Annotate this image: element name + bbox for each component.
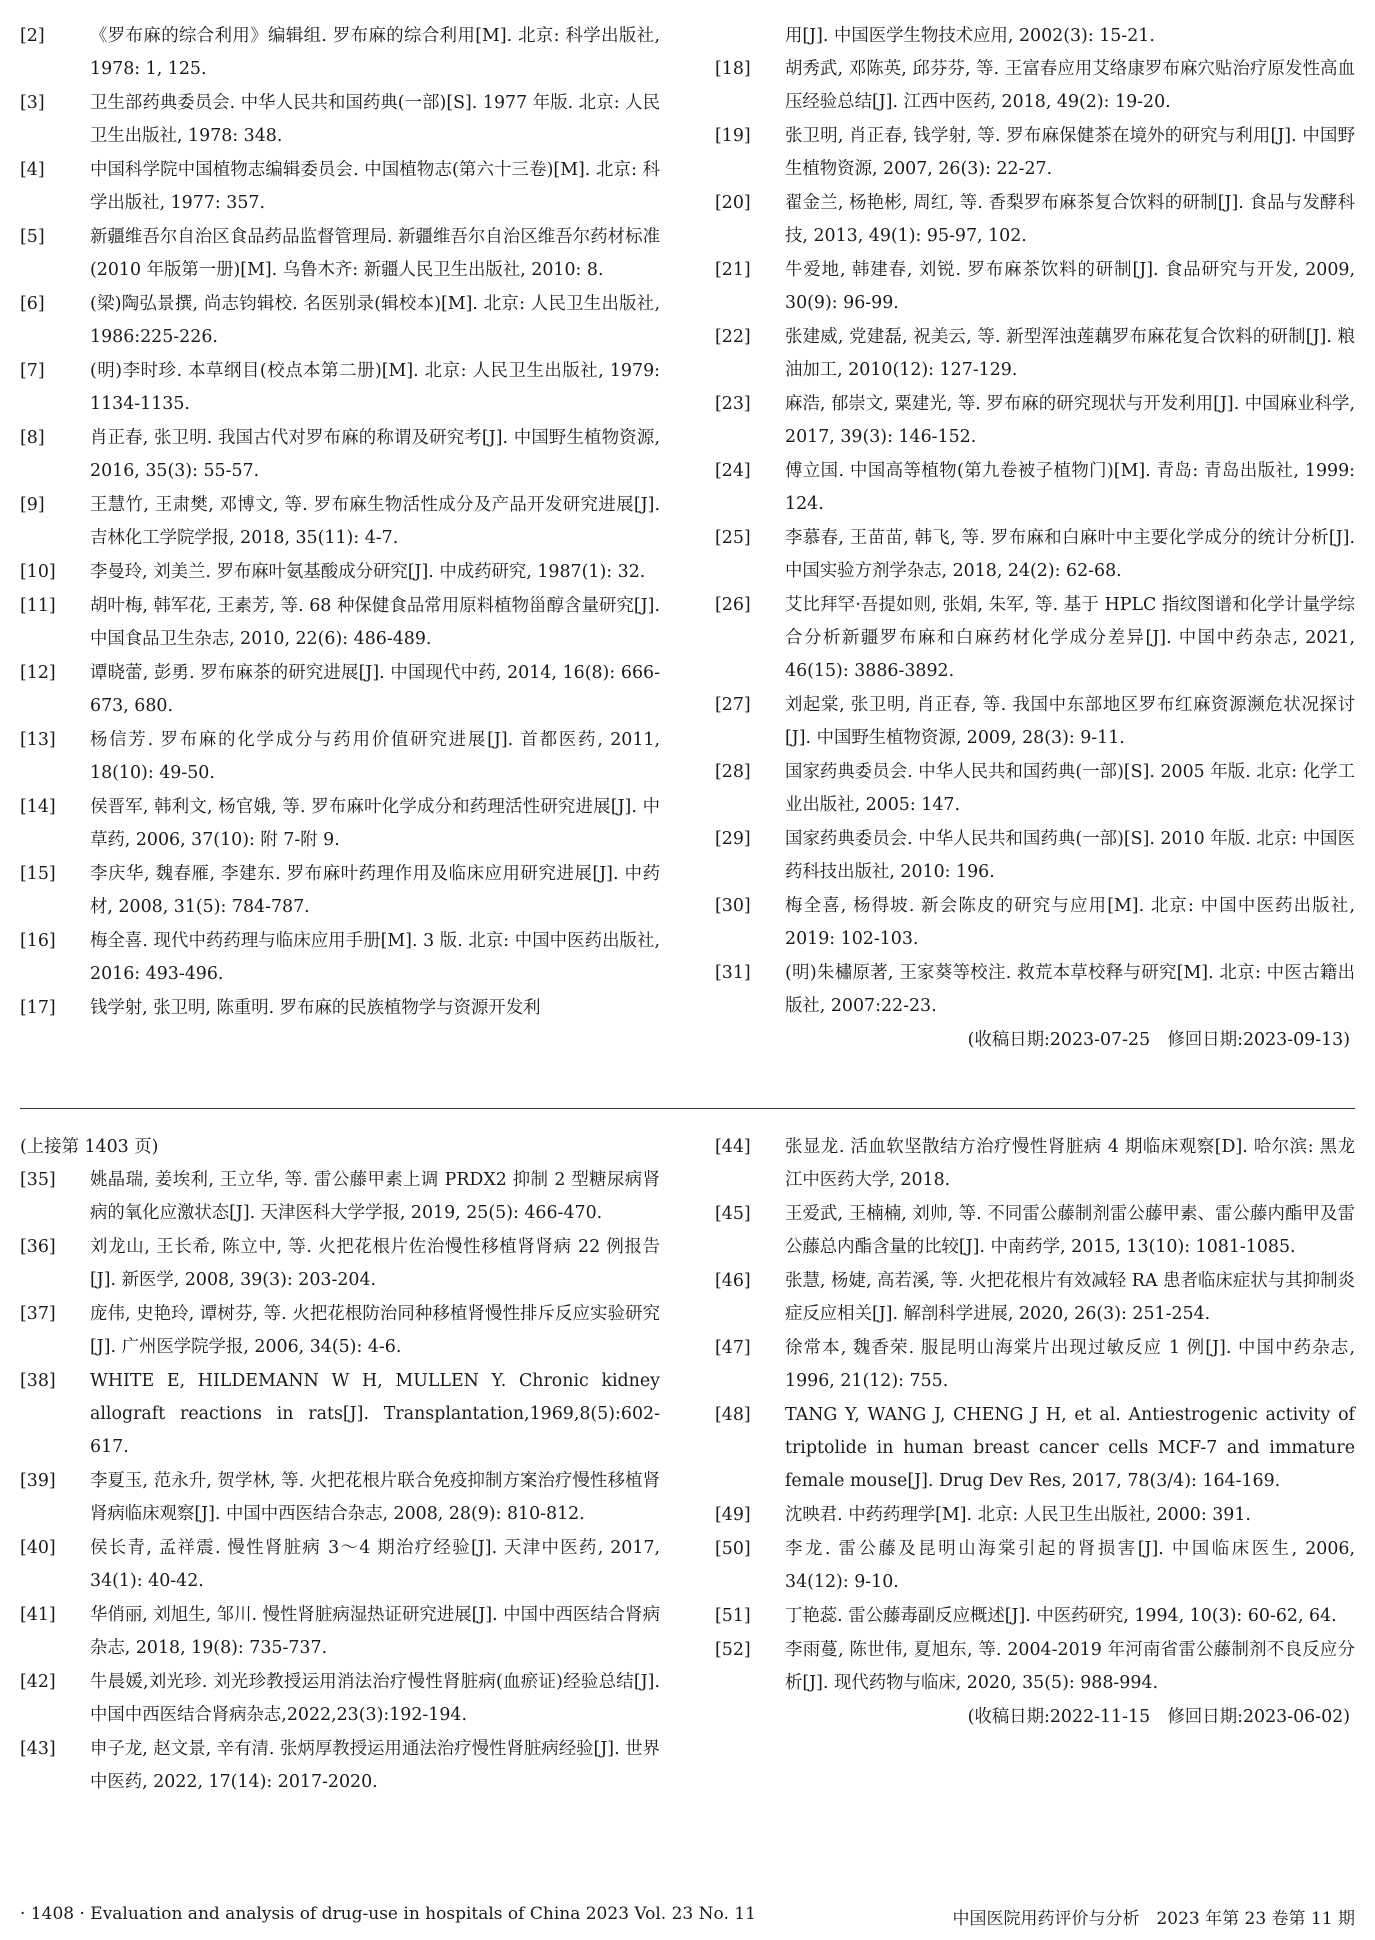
reference-item [715,1499,1355,1532]
reference-item [715,1600,1355,1633]
reference-item [715,187,1355,253]
received-revised-dates: (收稿日期:2022-11-15 修回日期:2023-06-02) [967,1707,1350,1727]
reference-number: [16] [20,931,56,951]
reference-number: [17] [20,998,56,1018]
reference-number: [28] [715,762,751,782]
reference-number: [11] [20,596,56,616]
reference-number: [31] [715,963,751,983]
reference-item [715,1265,1355,1331]
reference-text: 刘龙山, 王长希, 陈立中, 等. 火把花根片佐治慢性移植肾肾病 22 例报告[J]. 新医学, 2008, 39(3): 203-204. [90,1237,660,1290]
reference-number: [35] [20,1170,56,1190]
reference-number: [13] [20,730,56,750]
reference-number: [46] [715,1271,751,1291]
reference-text: 牛晨媛,刘光珍. 刘光珍教授运用消法治疗慢性肾脏病(血瘀证)经验总结[J]. 中国中西医结合肾病杂志,2022,23(3):192-194. [90,1672,660,1725]
reference-item [20,1666,660,1732]
reference-number: [52] [715,1640,751,1660]
reference-text: 李夏玉, 范永升, 贺学林, 等. 火把花根片联合免疫抑制方案治疗慢性移植肾肾病临床观察[J]. 中国中西医结合杂志, 2008, 28(9): 810-812. [90,1471,660,1524]
reference-number: [37] [20,1304,56,1324]
reference-number: [26] [715,595,751,615]
reference-number: [10] [20,562,56,582]
reference-item [20,154,660,220]
reference-text: 卫生部药典委员会. 中华人民共和国药典(一部)[S]. 1977 年版. 北京: 人民卫生出版社, 1978: 348. [90,93,660,146]
reference-list [715,1131,1355,1700]
reference-item [20,556,660,589]
reference-item [715,388,1355,454]
reference-text: 侯长青, 孟祥震. 慢性肾脏病 3～4 期治疗经验[J]. 天津中医药, 2017, 34(1): 40-42. [90,1538,660,1591]
reference-text: 中国科学院中国植物志编辑委员会. 中国植物志(第六十三卷)[M]. 北京: 科学出版社, 1977: 357. [90,160,660,213]
continued-from-note: (上接第 1403 页) [20,1137,159,1157]
reference-text: 谭晓蕾, 彭勇. 罗布麻茶的研究进展[J]. 中国现代中药, 2014, 16(8): 666-673, 680. [90,663,660,716]
reference-text: 国家药典委员会. 中华人民共和国药典(一部)[S]. 2005 年版. 北京: 化学工业出版社, 2005: 147. [785,762,1355,815]
reference-text: 李庆华, 魏春雁, 李建东. 罗布麻叶药理作用及临床应用研究进展[J]. 中药材, 2008, 31(5): 784-787. [90,864,660,917]
reference-text: 李曼玲, 刘美兰. 罗布麻叶氨基酸成分研究[J]. 中成药研究, 1987(1): 32. [90,562,646,582]
reference-number: [44] [715,1137,751,1157]
reference-item [20,590,660,656]
reference-list [715,53,1355,1023]
reference-item [715,1634,1355,1700]
reference-item [20,1164,660,1230]
reference-text: 刘起棠, 张卫明, 肖正春, 等. 我国中东部地区罗布红麻资源濒危状况探讨[J]. 中国野生植物资源, 2009, 28(3): 9-11. [785,695,1355,748]
reference-number: [22] [715,327,751,347]
reference-item [20,1465,660,1531]
reference-item [715,120,1355,186]
reference-text: 翟金兰, 杨艳彬, 周红, 等. 香梨罗布麻茶复合饮料的研制[J]. 食品与发酵科技, 2013, 49(1): 95-97, 102. [785,193,1355,246]
reference-item [715,957,1355,1023]
reference-item [20,858,660,924]
reference-item [20,925,660,991]
reference-text: 新疆维吾尔自治区食品药品监督管理局. 新疆维吾尔自治区维吾尔药材标准(2010 年版第一册)[M]. 乌鲁木齐: 新疆人民卫生出版社, 2010: 8. [90,227,660,280]
reference-text: 华俏丽, 刘旭生, 邹川. 慢性肾脏病湿热证研究进展[J]. 中国中西医结合肾病杂志, 2018, 19(8): 735-737. [90,1605,660,1658]
reference-number: [25] [715,528,751,548]
reference-number: [24] [715,461,751,481]
reference-number: [14] [20,797,56,817]
references-bottom-left-column [20,1131,660,1800]
reference-item [715,1533,1355,1599]
reference-number: [3] [20,93,45,113]
reference-item [20,1298,660,1364]
reference-item [20,724,660,790]
reference-text: 王爱武, 王楠楠, 刘帅, 等. 不同雷公藤制剂雷公藤甲素、雷公藤内酯甲及雷公藤总内酯含量的比较[J]. 中南药学, 2015, 13(10): 1081-1085. [785,1204,1355,1257]
reference-continuation: 用[J]. 中国医学生物技术应用, 2002(3): 15-21. [785,26,1155,46]
reference-number: [49] [715,1505,751,1525]
reference-text: 侯晋军, 韩利文, 杨官娥, 等. 罗布麻叶化学成分和药理活性研究进展[J]. 中草药, 2006, 37(10): 附 7-附 9. [90,797,660,850]
reference-number: [6] [20,294,45,314]
reference-item [715,890,1355,956]
reference-text: 《罗布麻的综合利用》编辑组. 罗布麻的综合利用[M]. 北京: 科学出版社, 1978: 1, 125. [90,26,660,79]
reference-text: 李慕春, 王苗苗, 韩飞, 等. 罗布麻和白麻叶中主要化学成分的统计分析[J]. 中国实验方剂学杂志, 2018, 24(2): 62-68. [785,528,1355,581]
reference-item [20,489,660,555]
reference-item [715,1131,1355,1197]
reference-item [20,1733,660,1799]
reference-text: 梅全喜. 现代中药药理与临床应用手册[M]. 3 版. 北京: 中国中医药出版社, 2016: 493-496. [90,931,660,984]
reference-item [20,87,660,153]
reference-item [20,20,660,86]
reference-number: [27] [715,695,751,715]
reference-item [715,823,1355,889]
reference-item [715,589,1355,688]
reference-text: 张显龙. 活血软坚散结方治疗慢性肾脏病 4 期临床观察[D]. 哈尔滨: 黑龙江中医药大学, 2018. [785,1137,1355,1190]
reference-item [20,1365,660,1464]
reference-text: 徐常本, 魏香荣. 服昆明山海棠片出现过敏反应 1 例[J]. 中国中药杂志, 1996, 21(12): 755. [785,1338,1355,1391]
reference-text: 张建威, 党建磊, 祝美云, 等. 新型浑浊莲藕罗布麻花复合饮料的研制[J]. 粮油加工, 2010(12): 127-129. [785,327,1355,380]
received-revised-dates: (收稿日期:2023-07-25 修回日期:2023-09-13) [967,1030,1350,1050]
reference-item [715,1332,1355,1398]
reference-number: [47] [715,1338,751,1358]
reference-item [20,791,660,857]
reference-item [20,1231,660,1297]
reference-text: 艾比拜罕·吾提如则, 张娟, 朱军, 等. 基于 HPLC 指纹图谱和化学计量学综合分析新疆罗布麻和白麻药材化学成分差异[J]. 中国中药杂志, 2021, 46(15): 3886-3892. [785,595,1355,681]
reference-text: 沈映君. 中药药理学[M]. 北京: 人民卫生出版社, 2000: 391. [785,1505,1251,1525]
reference-item [20,422,660,488]
reference-number: [23] [715,394,751,414]
reference-number: [40] [20,1538,56,1558]
reference-number: [19] [715,126,751,146]
reference-number: [8] [20,428,45,448]
reference-text: 申子龙, 赵文景, 辛有清. 张炳厚教授运用通法治疗慢性肾脏病经验[J]. 世界中医药, 2022, 17(14): 2017-2020. [90,1739,660,1792]
reference-number: [9] [20,495,45,515]
references-top-right-column [715,20,1355,1057]
page-footer [20,1904,1355,1929]
reference-text: 庞伟, 史艳玲, 谭树芬, 等. 火把花根防治同种移植肾慢性排斥反应实验研究[J]. 广州医学院学报, 2006, 34(5): 4-6. [90,1304,660,1357]
reference-item [715,53,1355,119]
reference-text: 杨信芳. 罗布麻的化学成分与药用价值研究进展[J]. 首都医药, 2011, 18(10): 49-50. [90,730,660,783]
reference-number: [41] [20,1605,56,1625]
reference-number: [15] [20,864,56,884]
reference-number: [5] [20,227,45,247]
reference-number: [38] [20,1371,56,1391]
reference-item [20,1599,660,1665]
reference-text: 姚晶瑞, 姜埃利, 王立华, 等. 雷公藤甲素上调 PRDX2 抑制 2 型糖尿病肾病的氧化应激状态[J]. 天津医科大学学报, 2019, 25(5): 466-470. [90,1170,660,1223]
references-top-left-column [20,20,660,1026]
reference-number: [45] [715,1204,751,1224]
reference-text: 李雨蔓, 陈世伟, 夏旭东, 等. 2004-2019 年河南省雷公藤制剂不良反应分析[J]. 现代药物与临床, 2020, 35(5): 988-994. [785,1640,1355,1693]
reference-text: 李龙. 雷公藤及昆明山海棠引起的肾损害[J]. 中国临床医生, 2006, 34(12): 9-10. [785,1539,1355,1592]
reference-number: [48] [715,1405,751,1425]
reference-text: TANG Y, WANG J, CHENG J H, et al. Antiestrogenic activity of triptolide in human breast cancer cells MCF-7 and immature female mouse[J]. Drug Dev Res, 2017, 78(3/4): 164-169. [785,1405,1355,1491]
reference-text: 国家药典委员会. 中华人民共和国药典(一部)[S]. 2010 年版. 北京: 中国医药科技出版社, 2010: 196. [785,829,1355,882]
reference-text: 肖正春, 张卫明. 我国古代对罗布麻的称谓及研究考[J]. 中国野生植物资源, 2016, 35(3): 55-57. [90,428,660,481]
reference-list [20,1164,660,1799]
reference-number: [7] [20,361,45,381]
reference-text: 梅全喜, 杨得坡. 新会陈皮的研究与应用[M]. 北京: 中国中医药出版社, 2019: 102-103. [785,896,1355,949]
reference-text: 王慧竹, 王肃樊, 邓博文, 等. 罗布麻生物活性成分及产品开发研究进展[J]. 吉林化工学院学报, 2018, 35(11): 4-7. [90,495,660,548]
reference-text: 牛爱地, 韩建春, 刘锐. 罗布麻茶饮料的研制[J]. 食品研究与开发, 2009, 30(9): 96-99. [785,260,1355,313]
reference-number: [39] [20,1471,56,1491]
reference-number: [4] [20,160,45,180]
reference-number: [2] [20,26,45,46]
footer-right: 中国医院用药评价与分析 2023 年第 23 卷第 11 期 [952,1909,1355,1929]
reference-number: [43] [20,1739,56,1759]
footer-left: · 1408 · Evaluation and analysis of drug-use in hospitals of China 2023 Vol. 23 No. 11 [20,1904,756,1924]
reference-item [715,321,1355,387]
reference-number: [20] [715,193,751,213]
reference-number: [18] [715,59,751,79]
reference-item [715,1198,1355,1264]
reference-number: [51] [715,1606,751,1626]
section-divider [20,1108,1355,1109]
reference-number: [36] [20,1237,56,1257]
reference-number: [29] [715,829,751,849]
reference-number: [42] [20,1672,56,1692]
reference-text: 傅立国. 中国高等植物(第九卷被子植物门)[M]. 青岛: 青岛出版社, 1999: 124. [785,461,1355,514]
reference-item [715,689,1355,755]
reference-item [20,657,660,723]
reference-number: [30] [715,896,751,916]
reference-text: (明)朱橚原著, 王家葵等校注. 救荒本草校释与研究[M]. 北京: 中医古籍出版社, 2007:22-23. [785,963,1355,1016]
reference-number: [21] [715,260,751,280]
reference-item [715,756,1355,822]
reference-item [20,992,660,1025]
reference-text: 钱学射, 张卫明, 陈重明. 罗布麻的民族植物学与资源开发利 [90,998,541,1018]
reference-text: (梁)陶弘景撰, 尚志钧辑校. 名医别录(辑校本)[M]. 北京: 人民卫生出版社, 1986:225-226. [90,294,660,347]
reference-number: [12] [20,663,56,683]
reference-text: 胡秀武, 邓陈英, 邱芬芬, 等. 王富春应用艾络康罗布麻穴贴治疗原发性高血压经验总结[J]. 江西中医药, 2018, 49(2): 19-20. [785,59,1355,112]
reference-item [715,1399,1355,1498]
reference-text: 张慧, 杨婕, 高若溪, 等. 火把花根片有效减轻 RA 患者临床症状与其抑制炎症反应相关[J]. 解剖科学进展, 2020, 26(3): 251-254. [785,1271,1355,1324]
reference-item [715,254,1355,320]
reference-item [20,288,660,354]
reference-item [20,221,660,287]
reference-text: 胡叶梅, 韩军花, 王素芳, 等. 68 种保健食品常用原料植物甾醇含量研究[J]. 中国食品卫生杂志, 2010, 22(6): 486-489. [90,596,660,649]
reference-item [715,455,1355,521]
reference-text: 麻浩, 郁崇文, 粟建光, 等. 罗布麻的研究现状与开发利用[J]. 中国麻业科学, 2017, 39(3): 146-152. [785,394,1355,447]
references-bottom-right-column [715,1131,1355,1734]
reference-text: 丁艳蕊. 雷公藤毒副反应概述[J]. 中医药研究, 1994, 10(3): 60-62, 64. [785,1606,1337,1626]
reference-text: (明)李时珍. 本草纲目(校点本第二册)[M]. 北京: 人民卫生出版社, 1979: 1134-1135. [90,361,660,414]
reference-item [20,1532,660,1598]
reference-number: [50] [715,1539,751,1559]
reference-item [20,355,660,421]
reference-text: WHITE E, HILDEMANN W H, MULLEN Y. Chronic kidney allograft reactions in rats[J]. Transplantation,1969,8(5):602-617. [90,1371,660,1457]
reference-item [715,522,1355,588]
reference-text: 张卫明, 肖正春, 钱学射, 等. 罗布麻保健茶在境外的研究与利用[J]. 中国野生植物资源, 2007, 26(3): 22-27. [785,126,1355,179]
